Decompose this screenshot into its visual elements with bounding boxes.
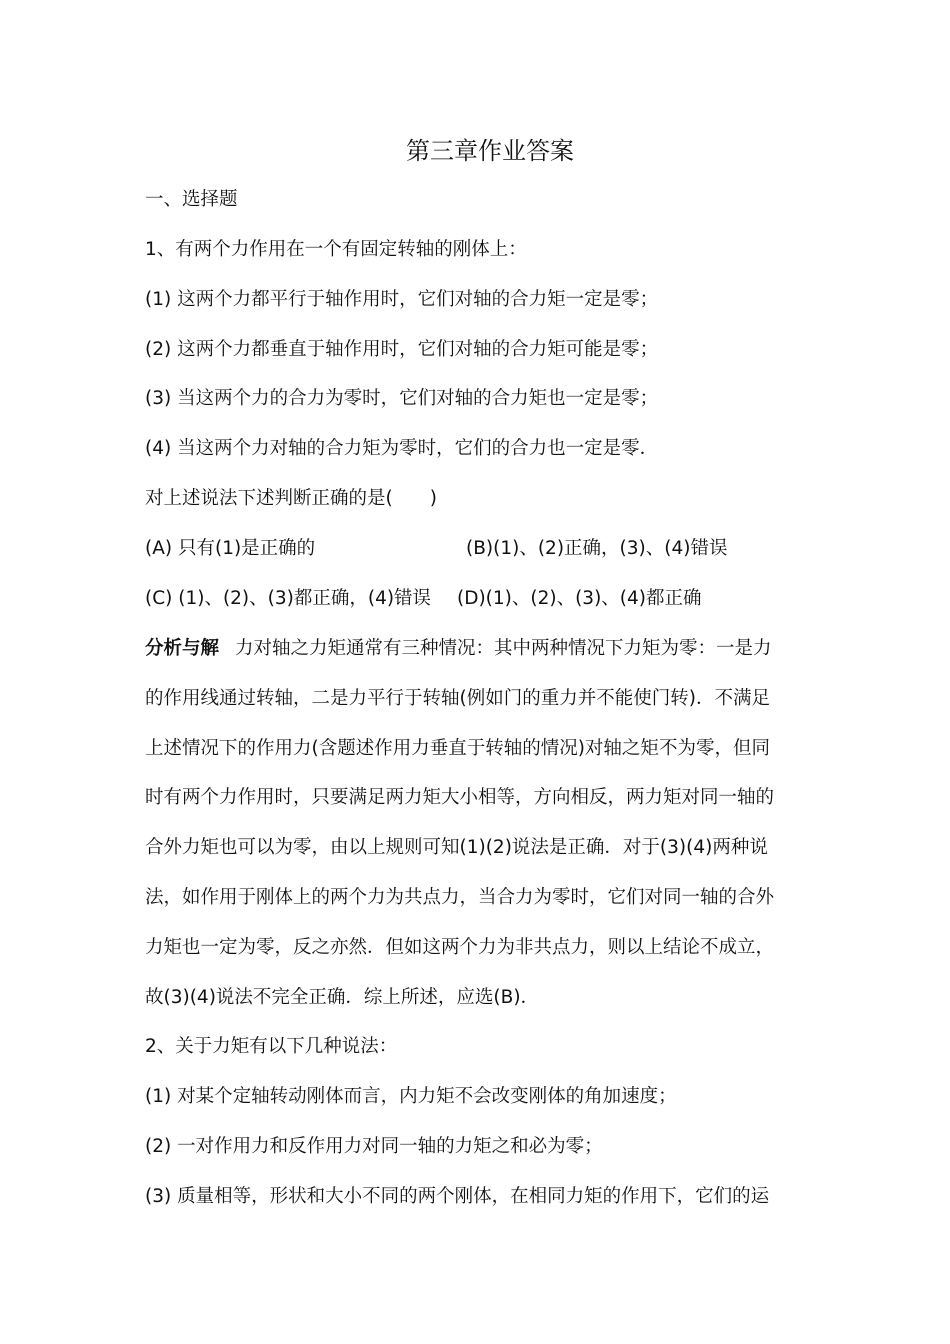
page-title: 第三章作业答案 bbox=[406, 137, 574, 165]
analysis-line-1 bbox=[145, 635, 772, 663]
option-a: (A) 只有(1)是正确的 bbox=[145, 538, 316, 559]
option-c: (C) (1)、(2)、(3)都正确，(4)错误 bbox=[145, 588, 432, 609]
analysis-label: 分析与解 bbox=[145, 638, 220, 659]
question-2-stem: 2、关于力矩有以下几种说法： bbox=[145, 1036, 398, 1057]
analysis-line-7: 力矩也一定为零，反之亦然．但如这两个力为非共点力，则以上结论不成立， bbox=[145, 937, 775, 958]
analysis-line-8: 故(3)(4)说法不完全正确．综上所述，应选(B)． bbox=[145, 987, 540, 1008]
question-1-ask: 对上述说法下述判断正确的是( ) bbox=[145, 488, 437, 509]
question-2-statement-2: (2) 一对作用力和反作用力对同一轴的力矩之和必为零； bbox=[145, 1136, 603, 1157]
analysis-text-1: 力对轴之力矩通常有三种情况：其中两种情况下力矩为零：一是力 bbox=[235, 638, 772, 659]
analysis-line-2: 的作用线通过转轴，二是力平行于转轴(例如门的重力并不能使门转)．不满足 bbox=[145, 688, 770, 709]
question-2-statement-3: (3) 质量相等，形状和大小不同的两个刚体，在相同力矩的作用下，它们的运 bbox=[145, 1186, 770, 1207]
question-1-statement-4: (4) 当这两个力对轴的合力矩为零时，它们的合力也一定是零． bbox=[145, 438, 659, 459]
question-1-statement-3: (3) 当这两个力的合力为零时，它们对轴的合力矩也一定是零； bbox=[145, 388, 659, 409]
option-d: (D)(1)、(2)、(3)、(4)都正确 bbox=[457, 588, 702, 609]
option-b: (B)(1)、(2)正确，(3)、(4)错误 bbox=[466, 538, 728, 559]
question-2-statement-1: (1) 对某个定轴转动刚体而言，内力矩不会改变刚体的角加速度； bbox=[145, 1086, 677, 1107]
question-1-statement-2: (2) 这两个力都垂直于轴作用时，它们对轴的合力矩可能是零； bbox=[145, 339, 659, 360]
section-heading: 一、选择题 bbox=[145, 189, 238, 210]
analysis-line-5: 合外力矩也可以为零，由以上规则可知(1)(2)说法是正确．对于(3)(4)两种说 bbox=[145, 837, 768, 858]
question-1-stem: 1、有两个力作用在一个有固定转轴的刚体上： bbox=[145, 239, 527, 260]
analysis-line-6: 法，如作用于刚体上的两个力为共点力，当合力为零时，它们对同一轴的合外 bbox=[145, 887, 775, 908]
analysis-line-4: 时有两个力作用时，只要满足两力矩大小相等，方向相反，两力矩对同一轴的 bbox=[145, 787, 775, 808]
analysis-line-3: 上述情况下的作用力(含题述作用力垂直于转轴的情况)对轴之矩不为零，但同 bbox=[145, 738, 770, 759]
question-1-statement-1: (1) 这两个力都平行于轴作用时，它们对轴的合力矩一定是零； bbox=[145, 289, 659, 310]
